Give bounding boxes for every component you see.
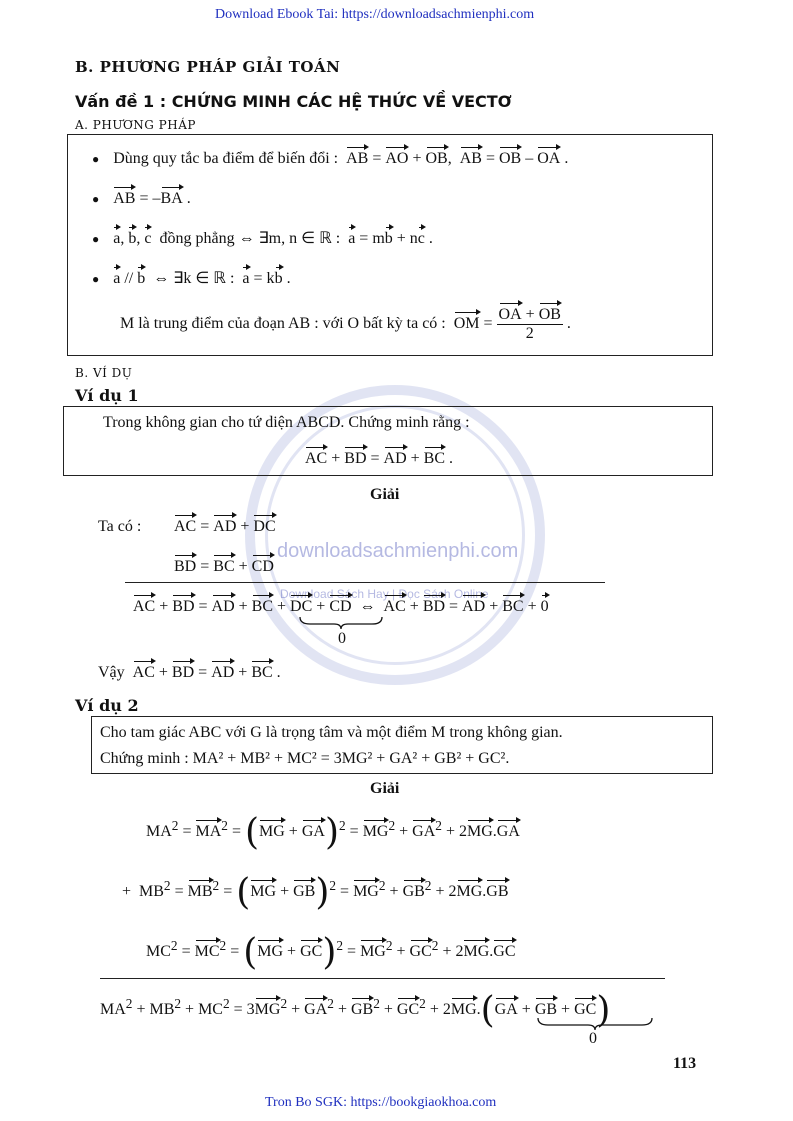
coplanar-formula: a = mb + nc . [348, 230, 433, 247]
example-2-problem-line1: Cho tam giác ABC với G là trọng tâm và một điểm M trong không gian. [100, 724, 563, 741]
example-2-ma-expansion: $MA^2 = MA^2 = (MG + GA)^2 = MG^2 + GA^2 + 2MG.GA$ [146, 812, 520, 853]
example-2-problem-line2: Chứng minh : MA² + MB² + MC² = 3MG² + GA² + GB² + GC². [100, 750, 510, 767]
example-2-title: Ví dụ 2 [75, 696, 139, 715]
coplanar-text: đồng phẳng ⇔ ∃m, n ∈ ℝ : [159, 230, 341, 247]
midpoint-statement [120, 306, 571, 343]
midpoint-text: M là trung điểm của đoạn AB : với O bất kỳ ta có : [120, 315, 446, 333]
watermark-title: downloadsachmienphi.com [277, 540, 519, 562]
example-2-mc-expansion: $MC^2 = MC^2 = (MG + GC)^2 = MG^2 + GC^2 + 2MG.GC$ [146, 932, 516, 973]
footer-sgk-link[interactable]: Tron Bo SGK: https://bookgiaokhoa.com [265, 1095, 497, 1110]
method-bullet-3: ● a, b, c đồng phẳng ⇔ ∃m, n ∈ ℝ : a = mb + nc . [92, 230, 433, 247]
example-1-underbrace [298, 615, 384, 631]
page-number: 113 [673, 1055, 697, 1072]
opposite-vector-formula: AB = –BA . [113, 190, 191, 207]
example-1-solution-label: Giải [370, 486, 400, 503]
example-1-taco: Ta có : [98, 518, 142, 535]
parallel-vectors: a // b [113, 270, 146, 287]
three-point-formula: AB = AO + OB, AB = OB – OA . [346, 150, 569, 167]
example-1-zero: 0 [338, 630, 346, 647]
example-1-sum: AC + BD = AD + BC + DC + CD ⇔ AC + BD = AD + BC + 0 [133, 598, 549, 615]
example-1-title: Ví dụ 1 [75, 386, 139, 405]
examples-heading: B. VÍ DỤ [75, 366, 133, 380]
example-2-zero: 0 [589, 1030, 597, 1047]
example-1-conclusion: Vậy AC + BD = AD + BC . [98, 664, 281, 681]
example-1-sum-rule [125, 582, 605, 583]
example-2-sum-rule [100, 978, 665, 979]
coplanar-vectors: a, b, c [113, 230, 152, 247]
section-title: B. PHƯƠNG PHÁP GIẢI TOÁN [75, 58, 341, 76]
example-2-sum: $MA^2 + MB^2 + MC^2 = 3MG^2 + GA^2 + GB^2 + GC^2 + 2MG.(GA$ + GB + GC) [100, 990, 611, 1031]
example-1-step-1: AC = AD + DC [174, 518, 276, 535]
parallel-text: ⇔ ∃k ∈ ℝ : [153, 270, 235, 287]
header-download-link[interactable]: Download Ebook Tai: https://downloadsachmienphi.com [215, 7, 535, 22]
method-bullet-1: ● Dùng quy tắc ba điểm để biến đổi : AB = AO + OB, AB = OB – OA . [92, 150, 569, 167]
bullet-1-text: Dùng quy tắc ba điểm để biến đổi : [113, 150, 339, 167]
method-heading: A. PHƯƠNG PHÁP [75, 118, 196, 132]
example-2-solution-label: Giải [370, 780, 400, 797]
example-2-mb-expansion: + $MB^2 = MB^2 = (MG + GB)^2 = MG^2 + GB^2 + 2MG.GB$ [122, 872, 509, 913]
midpoint-formula: OM = $\frac{OA + OB}{2}$ . [453, 306, 571, 342]
watermark-subtitle: Download Sách Hay | Đọc Sách Online [280, 587, 489, 601]
example-1-identity: AC + BD = AD + BC . [305, 450, 454, 467]
method-bullet-2: ● AB = –BA . [92, 190, 191, 207]
method-bullet-4: ● a // b ⇔ ∃k ∈ ℝ : a = kb . [92, 270, 291, 287]
parallel-formula: a = kb . [242, 270, 291, 287]
example-1-step-2: BD = BC + CD [174, 558, 274, 575]
example-1-problem: Trong không gian cho tứ diện ABCD. Chứng minh rằng : [103, 414, 470, 431]
topic-title: Vấn đề 1 : CHỨNG MINH CÁC HỆ THỨC VỀ VECTƠ [75, 92, 512, 111]
